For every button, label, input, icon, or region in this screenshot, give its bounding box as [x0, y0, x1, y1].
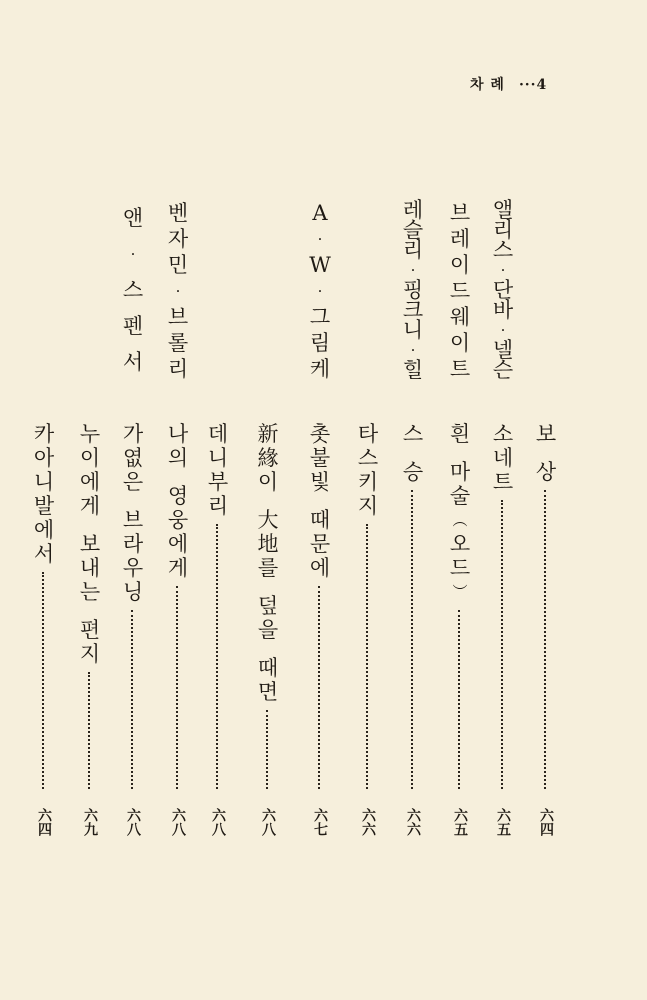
toc-author-2: 브 레 이 드 웨 이 트: [449, 201, 471, 381]
toc-entry-4-leader-dots: [411, 490, 415, 789]
toc-author-6: 앤 · 스 펜 서: [118, 200, 148, 380]
toc-entry-6: 촛 불 빛 때 문 에: [305, 422, 335, 795]
running-head: [470, 74, 547, 94]
running-head-title: 차 례: [470, 77, 505, 93]
running-head-page: ···4: [518, 77, 548, 93]
toc-entry-2-leader-dots: [501, 500, 505, 789]
toc-entry-5: 타 스 키 지: [353, 422, 383, 795]
toc-entry-10: 가 엾 은 브 라 우 닝: [118, 422, 148, 795]
toc-entry-1: 보 상: [531, 422, 561, 795]
toc-entry-4: 스 승: [398, 422, 428, 795]
toc-entry-4-page: 六六: [405, 808, 421, 836]
toc-entry-12-page: 六四: [36, 808, 52, 836]
toc-author-4: A · W · 그 림 케: [309, 201, 331, 381]
toc-entry-3: 흰 마 술 ︵ 오 드 ︶: [445, 422, 475, 795]
toc-entry-7: 新 緣 이 大 地 를 덮 을 때 면: [253, 422, 283, 795]
toc-entry-11-leader-dots: [88, 672, 92, 789]
toc-author-1: 앨 리 스 · 단 바 · 넬 슨: [492, 198, 514, 382]
toc-author-3: 레 슬 리 · 핑 크 니 · 힐: [402, 198, 424, 382]
toc-entry-6-leader-dots: [318, 586, 322, 789]
toc-author-5: 벤 자 민 · 브 롤 리: [167, 201, 189, 381]
toc-entry-7-page: 六八: [260, 808, 276, 836]
toc-entry-9: 나 의 영 웅 에 게: [163, 422, 193, 795]
toc-entry-12: 카 아 니 발 에 서: [29, 422, 59, 795]
toc-entry-5-page: 六六: [360, 808, 376, 836]
toc-entry-10-page: 六八: [125, 808, 141, 836]
toc-entry-8: 데 니 부 리: [203, 422, 233, 795]
toc-entry-3-page: 六五: [452, 808, 468, 836]
toc-entry-7-leader-dots: [266, 710, 270, 789]
toc-entry-10-leader-dots: [131, 610, 135, 789]
toc-entry-8-page: 六八: [210, 808, 226, 836]
toc-entry-12-leader-dots: [42, 572, 46, 789]
toc-entry-1-page: 六四: [538, 808, 554, 836]
toc-entry-3-leader-dots: [458, 610, 462, 789]
toc-entry-2-page: 六五: [495, 808, 511, 836]
toc-entry-11-page: 六九: [82, 808, 98, 836]
toc-entry-11: 누 이 에 게 보 내 는 편 지: [75, 422, 105, 795]
toc-entry-9-leader-dots: [176, 586, 180, 789]
toc-entry-1-leader-dots: [544, 490, 548, 789]
toc-entry-5-leader-dots: [366, 524, 370, 789]
toc-entry-6-page: 六七: [312, 808, 328, 836]
toc-entry-9-page: 六八: [170, 808, 186, 836]
toc-entry-8-leader-dots: [216, 524, 220, 789]
toc-entry-2: 소 네 트: [488, 422, 518, 795]
